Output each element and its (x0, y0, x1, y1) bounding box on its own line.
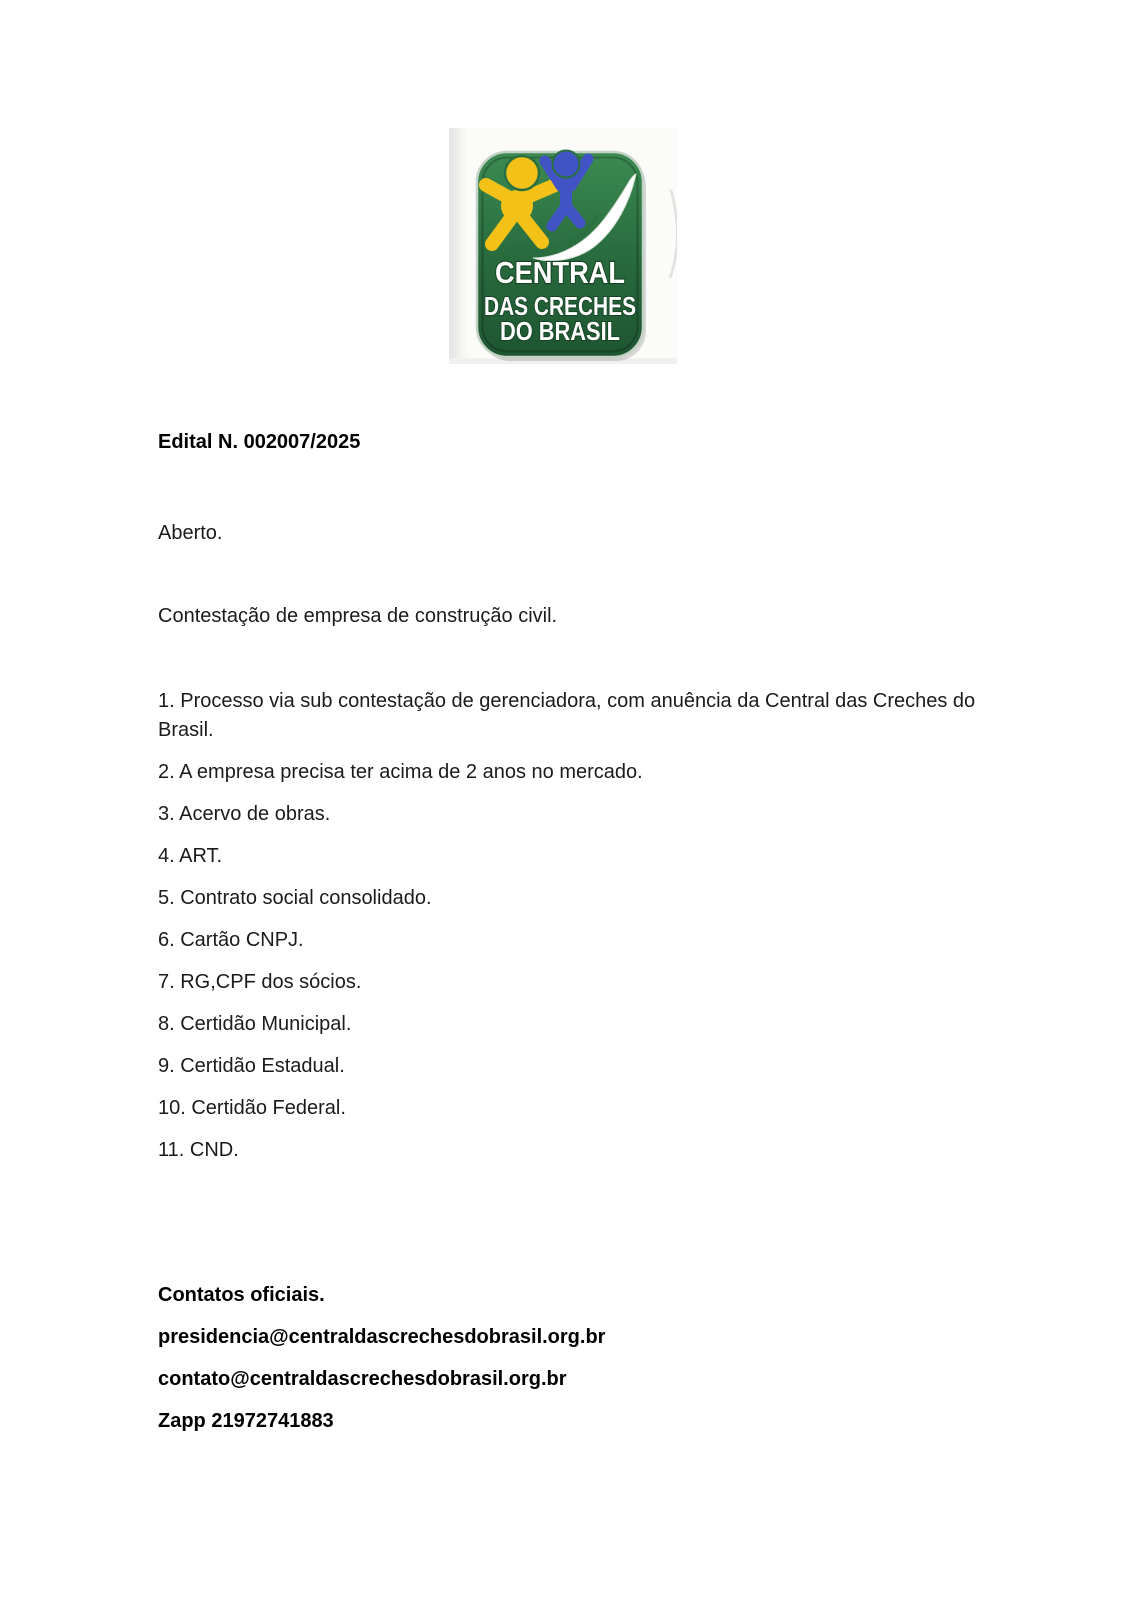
requirement-item-11: 11. CND. (158, 1139, 239, 1161)
logo-text-central: CENTRAL (495, 255, 625, 290)
logo-text-do-brasil: DO BRASIL (500, 316, 621, 346)
edital-title: Edital N. 002007/2025 (158, 431, 361, 453)
logo-text-das-creches: DAS CRECHES (484, 291, 636, 321)
central-das-creches-logo-image (449, 128, 677, 364)
requirement-item-6: 6. Cartão CNPJ. (158, 929, 304, 951)
requirement-item-7: 7. RG,CPF dos sócios. (158, 971, 362, 993)
requirement-item-5: 5. Contrato social consolidado. (158, 887, 432, 909)
requirements-list (158, 687, 988, 1165)
contact-zapp-number: Zapp 21972741883 (158, 1410, 334, 1432)
requirement-item-2: 2. A empresa precisa ter acima de 2 anos no mercado. (158, 761, 643, 783)
contact-email-contato: contato@centraldascrechesdobrasil.org.br (158, 1368, 567, 1390)
requirement-item-3: 3. Acervo de obras. (158, 803, 331, 825)
contact-email-presidencia: presidencia@centraldascrechesdobrasil.org.br (158, 1326, 606, 1348)
edital-status: Aberto. (158, 522, 223, 544)
contacts-heading: Contatos oficiais. (158, 1284, 325, 1306)
requirement-item-10: 10. Certidão Federal. (158, 1097, 346, 1119)
requirement-item-4: 4. ART. (158, 845, 223, 867)
edital-subject: Contestação de empresa de construção civil. (158, 605, 558, 627)
organization-logo (449, 128, 677, 364)
requirement-item-8: 8. Certidão Municipal. (158, 1013, 352, 1035)
requirement-item-1: 1. Processo via sub contestação de gerenciadora, com anuência da Central das Creches do Brasil. (158, 690, 976, 741)
requirement-item-9: 9. Certidão Estadual. (158, 1055, 345, 1077)
photo-left-edge-shading (449, 128, 467, 364)
official-contacts-section (158, 1281, 988, 1436)
